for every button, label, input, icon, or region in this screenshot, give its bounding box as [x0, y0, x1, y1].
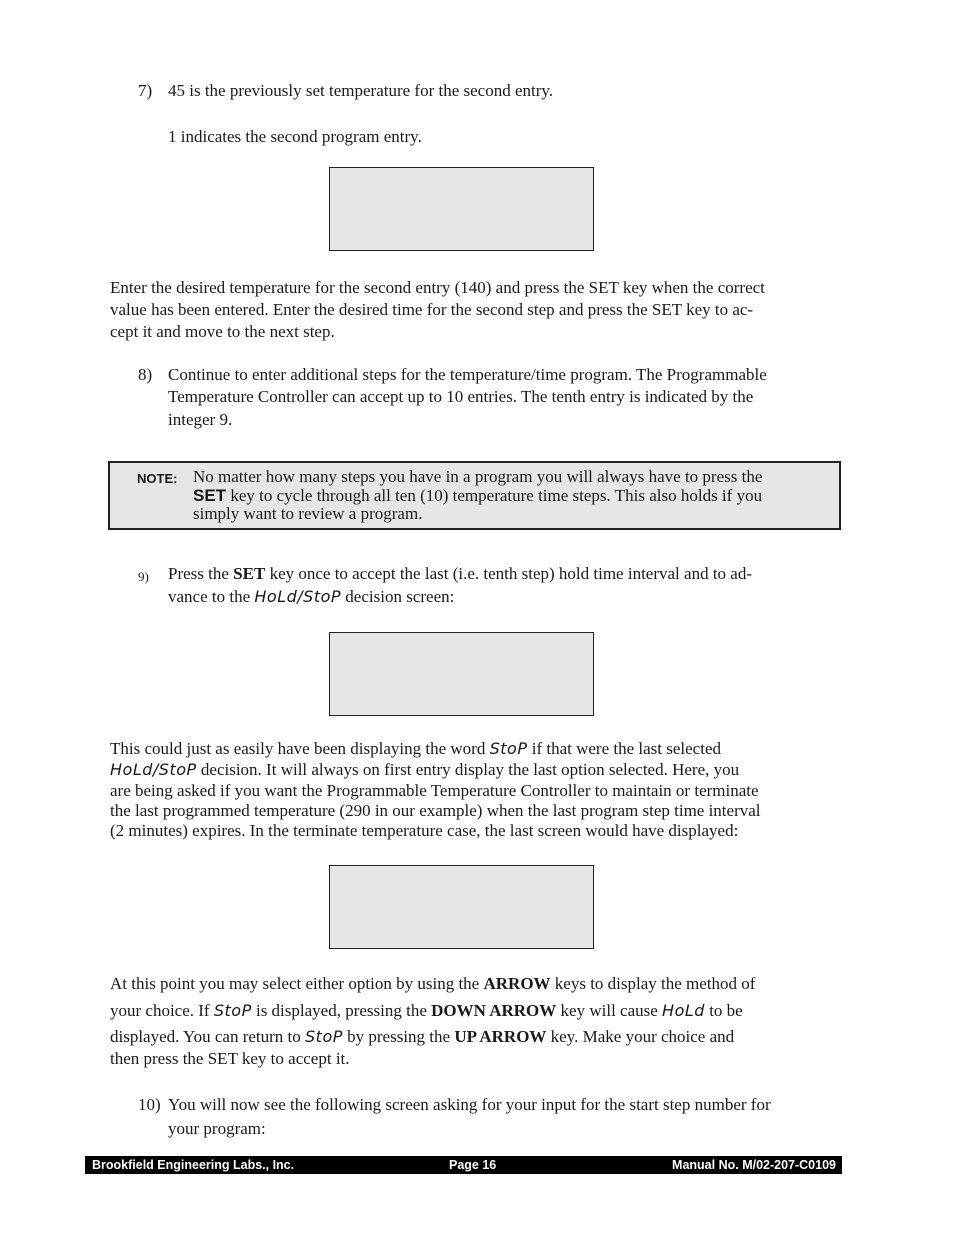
paragraph: value has been entered. Enter the desired time for the second step and press the SET key to ac-: [110, 300, 754, 319]
paragraph: (2 minutes) expires. In the terminate temperature case, the last screen would have displayed:: [110, 821, 739, 840]
paragraph: displayed. You can return to StoP by pressing the UP ARROW key. Make your choice and: [110, 1027, 735, 1046]
step-text: Continue to enter additional steps for the temperature/time program. The Programmable: [168, 365, 767, 384]
lcd-word: StoP: [305, 1027, 343, 1046]
footer-manual-number: Manual No. M/02-207-C0109: [672, 1158, 836, 1172]
set-key-label: SET: [233, 564, 266, 583]
lcd-word: HoLd/StoP: [110, 760, 197, 779]
lcd-digits: [330, 866, 595, 950]
down-arrow-key-label: DOWN ARROW: [431, 1001, 557, 1020]
paragraph: the last programmed temperature (290 in our example) when the last program step time interval: [110, 801, 761, 820]
paragraph: cept it and move to the next step.: [110, 322, 335, 341]
step-text: your program:: [168, 1119, 266, 1138]
step-number: 8): [138, 365, 153, 384]
footer-page-number: Page 16: [449, 1158, 497, 1172]
lcd-display-hold: [329, 632, 594, 716]
paragraph: This could just as easily have been displaying the word StoP if that were the last selected: [110, 739, 721, 758]
lcd-display-45-01: [329, 167, 594, 251]
step-text: Temperature Controller can accept up to 10 entries. The tenth entry is indicated by the: [168, 387, 754, 406]
note-line: simply want to review a program.: [193, 504, 423, 523]
lcd-word: StoP: [489, 739, 528, 758]
step-text: 45 is the previously set temperature for the second entry.: [168, 81, 554, 100]
step-text: 1 indicates the second program entry.: [168, 127, 422, 146]
lcd-digits: [330, 168, 595, 252]
step-text: Press the SET key once to accept the last (i.e. tenth step) hold time interval and to ad-: [168, 564, 753, 583]
note-line: No matter how many steps you have in a program you will always have to press the: [193, 467, 763, 486]
footer-company: Brookfield Engineering Labs., Inc.: [92, 1158, 295, 1172]
step-number: 9): [138, 569, 149, 584]
lcd-digits: [330, 633, 595, 717]
step-text: You will now see the following screen asking for your input for the start step number for: [168, 1095, 771, 1114]
arrow-key-label: ARROW: [483, 974, 551, 993]
step-number: 10): [138, 1095, 161, 1114]
paragraph: HoLd/StoP decision. It will always on first entry display the last option selected. Here, you: [110, 760, 740, 779]
step-text: vance to the HoLd/StoP decision screen:: [168, 587, 455, 606]
paragraph: your choice. If StoP is displayed, pressing the DOWN ARROW key will cause HoLd to be: [110, 1001, 743, 1020]
note-line: SET key to cycle through all ten (10) temperature time steps. This also holds if you: [193, 485, 763, 505]
set-key-label: SET: [193, 485, 227, 505]
paragraph: are being asked if you want the Programmable Temperature Controller to maintain or terminate: [110, 781, 759, 800]
lcd-word: StoP: [213, 1001, 252, 1020]
up-arrow-key-label: UP ARROW: [454, 1027, 547, 1046]
lcd-word: HoLd: [662, 1001, 705, 1020]
paragraph: At this point you may select either option by using the ARROW keys to display the method of: [110, 974, 756, 993]
lcd-display-stop: [329, 865, 594, 949]
note-text: [193, 468, 833, 524]
paragraph: then press the SET key to accept it.: [110, 1049, 350, 1068]
paragraph: Enter the desired temperature for the second entry (140) and press the SET key when the correct: [110, 278, 765, 297]
step-text: integer 9.: [168, 410, 233, 429]
page-footer: [85, 1156, 842, 1174]
lcd-word: HoLd/StoP: [254, 587, 342, 606]
note-box: [108, 461, 841, 530]
step-number: 7): [138, 81, 153, 100]
note-label: NOTE:: [137, 471, 178, 486]
